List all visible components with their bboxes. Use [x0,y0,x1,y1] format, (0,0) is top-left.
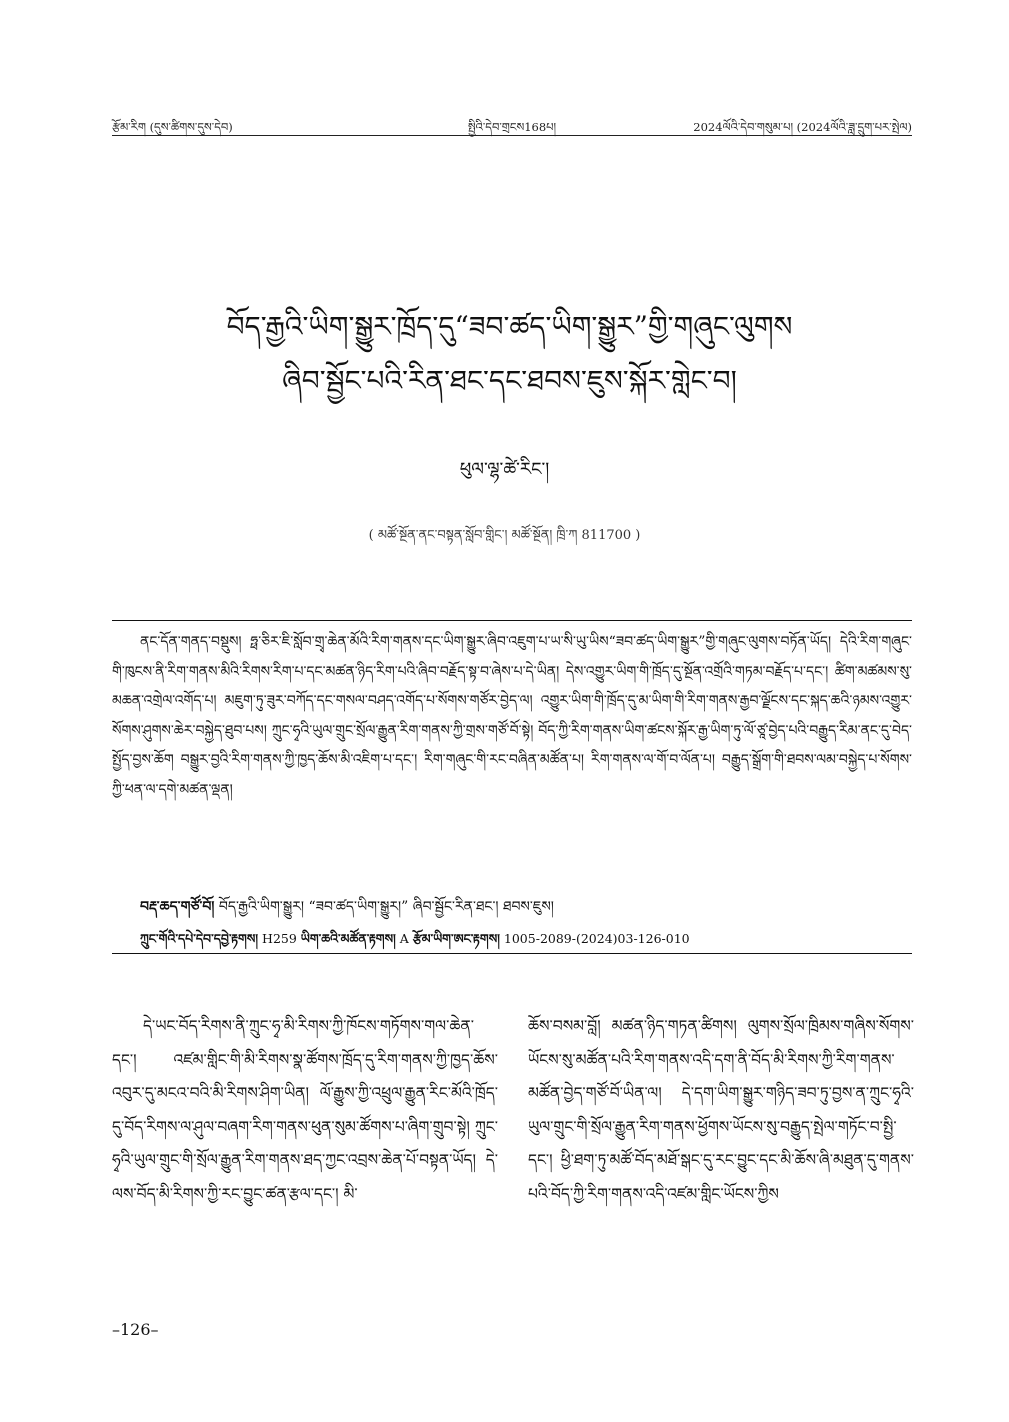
abstract-block [112,628,912,805]
issn-label: རྩོམ་ཡིག་ཨང་རྟགས། [412,931,500,946]
header-journal-name: རྩོམ་རིག (དུས་ཚིགས་དུས་དེབ) [112,120,233,134]
doc-code: A [399,931,409,946]
title-line-2: ཞིབ་སྦྱོང་པའི་རིན་ཐང་དང་ཐབས་ཇུས་སྐོར་གླེང་བ། [282,364,737,397]
classification-line [112,925,912,960]
body-column-right [528,1010,914,1290]
article-title [90,300,929,408]
author-name: ཕུལ་ལྷ་ཚེ་རིང་། [459,459,550,480]
keywords-text: བོད་རྒྱའི་ཡིག་སྒྱུར། “ཟབ་ཚད་ཡིག་སྒྱུར།” ཞིབ་སྦྱོང་རིན་ཐང་། ཐབས་ཇུས། [218,899,554,915]
keywords-label: བརྡ་ཆད་གཙོ་བོ། [140,899,215,915]
body-column-left [112,1010,498,1290]
abstract-text: ནང་དོན་གནད་བསྡུས། ཧྥ་ཅིར་ཇི་སློབ་གྲྭ་ཆེན་མོའི་རིག་གནས་དང་ཡིག་སྒྱུར་ཞིབ་འཇུག་པ་ཡ་སི་ཡུ་ཡིས“ཟབ་ཚད་ཡིག་སྒྱུར”གྱི་གཞུང་ལུགས་བཏོན་ཡོད། དེའི་རིག་གཞུང་གི་ཁུངས་ནི་རིག་གནས་མིའི་རིགས་རིག་པ་དང་མཚན་ཉིད་རིག་པའི་ཞིབ་བརྗོད་སྟ་བ་ཞེས་པ་དེ་ཡིན། དེས་འགྱུར་ཡིག་གི་ཁྲོད་དུ་སྔོན་འགྲོའི་གཏམ་བརྗོད་པ་དང་། ཚིག་མཚམས་སུ་མཆན་འགྲེལ་འགོད་པ། མཇུག་ཏུ་ཟུར་བཀོད་དང་གསལ་བཤད་འགོད་པ་སོགས་གཙོར་བྱེད་ལ། འགྱུར་ཡིག་གི་ཁྲོད་དུ་མ་ཡིག་གི་རིག་གནས་རྒྱབ་ལྗོངས་དང་སྐད་ཆའི་ཉམས་འགྱུར་སོགས་ཤུགས་ཆེར་བསྐྱེད་ཐུབ་པས། ཀྲུང་ཧྭའི་ཡུལ་གྲུང་སྲོལ་རྒྱུན་རིག་གནས་ཀྱི་གྲས་གཙོ་བོ་སྟེ། བོད་ཀྱི་རིག་གནས་ཡིག་ཚངས་སྐོར་རྒྱ་ཡིག་ཏུ་ལོ་ཙཱ་བྱེད་པའི་བརྒྱུད་རིམ་ནང་དུ་བེད་སྤྱོད་བྱས་ཆོག བསྒྱུར་བྱའི་རིག་གནས་ཀྱི་ཁྱད་ཆོས་མི་འཇིག་པ་དང་། རིག་གཞུང་གི་རང་བཞིན་མཚོན་པ། རིག་གནས་ལ་གོ་བ་ལོན་པ། བརྒྱུད་སྒྲོག་གི་ཐབས་ལམ་བསྐྱེད་པ་སོགས་ཀྱི་ཕན་ལ་དགེ་མཚན་ལྡན། [112,634,912,798]
keywords-line [112,890,912,930]
abstract-bottom-rule [112,953,912,954]
class-code: H259 [262,931,297,946]
header-issue-number: སྤྱིའི་དེབ་གྲངས168པ། [467,120,557,134]
page-number: –126– [112,1320,159,1339]
class-label: ཀྲུང་གོའི་དཔེ་དེབ་དབྱེ་རྟགས། [140,931,259,946]
body-paragraph-right: ཆོས་བསམ་བློ། མཚན་ཉིད་གཏན་ཚིགས། ལུགས་སྲོལ་ཁྲིམས་གཞིས་སོགས་ཡོངས་སུ་མཚོན་པའི་རིག་གནས་འདི་དག་ནི་བོད་མི་རིགས་ཀྱི་རིག་གནས་མཚོན་བྱེད་གཙོ་བོ་ཡིན་ལ། དེ་དག་ཡིག་སྒྱུར་གཉིད་ཟབ་ཏུ་བྱས་ན་ཀྲུང་ཧྭའི་ཡུལ་གྲུང་གི་སྲོལ་རྒྱུན་རིག་གནས་ཕྱོགས་ཡོངས་སུ་བརྒྱུད་སྤེལ་གཏོང་བ་སྤྱི་དང་། ཕྱི་ཐག་ཏུ་མཚོ་བོད་མཐོ་སྒང་དུ་རང་བྱུང་དང་མི་ཆོས་ཞི་མཐུན་དུ་གནས་པའི་བོད་ཀྱི་རིག་གནས་འདི་འཛམ་གླིང་ཡོངས་ཀྱིས [528,1017,914,1203]
title-line-1: བོད་རྒྱའི་ཡིག་སྒྱུར་ཁྲོད་དུ“ཟབ་ཚད་ཡིག་སྒྱུར”གྱི་གཞུང་ལུགས [226,310,793,343]
author-affiliation: ( མཚོ་སྔོན་ནང་བསྟན་སློབ་གླིང་། མཚོ་སྔོན། ཁྲི་ཀ 811700 ) [368,528,641,543]
doc-label: ཡིག་ཆའི་མཚོན་རྟགས། [300,931,396,946]
running-header [112,114,912,136]
abstract-top-rule [112,620,912,621]
body-paragraph-left: དེ་ཡང་བོད་རིགས་ནི་ཀྲུང་ཧྭ་མི་རིགས་ཀྱི་ཁོངས་གཏོགས་གལ་ཆེན་དང་། འཛམ་གླིང་གི་མི་རིགས་སྣ་ཚོགས་ཁྲོད་དུ་རིག་གནས་ཀྱི་ཁྱད་ཆོས་འབུར་དུ་མངའ་བའི་མི་རིགས་ཤིག་ཡིན། ལོ་རྒྱུས་ཀྱི་འཕྲུལ་རྒྱུན་རིང་མོའི་ཁྲོད་དུ་བོད་རིགས་ལ་ཤུལ་བཞག་རིག་གནས་ཕུན་སུམ་ཚོགས་པ་ཞིག་གྲུབ་སྟེ། ཀྲུང་ཧྭའི་ཡུལ་གྲུང་གི་སྲོལ་རྒྱུན་རིག་གནས་ཐད་ཀྱང་འབྲས་ཆེན་པོ་བསྟན་ཡོད། དེ་ལས་བོད་མི་རིགས་ཀྱི་རང་བྱུང་ཚན་རྩལ་དང་། མི་ [112,1017,498,1203]
header-date: 2024ལོའི་དེབ་གསུམ་པ། (2024ལོའི་ཟླ་དྲུག་པར་སྤེལ) [693,120,912,134]
header-divider [112,135,912,136]
issn-code: 1005-2089-(2024)03-126-010 [503,931,690,946]
